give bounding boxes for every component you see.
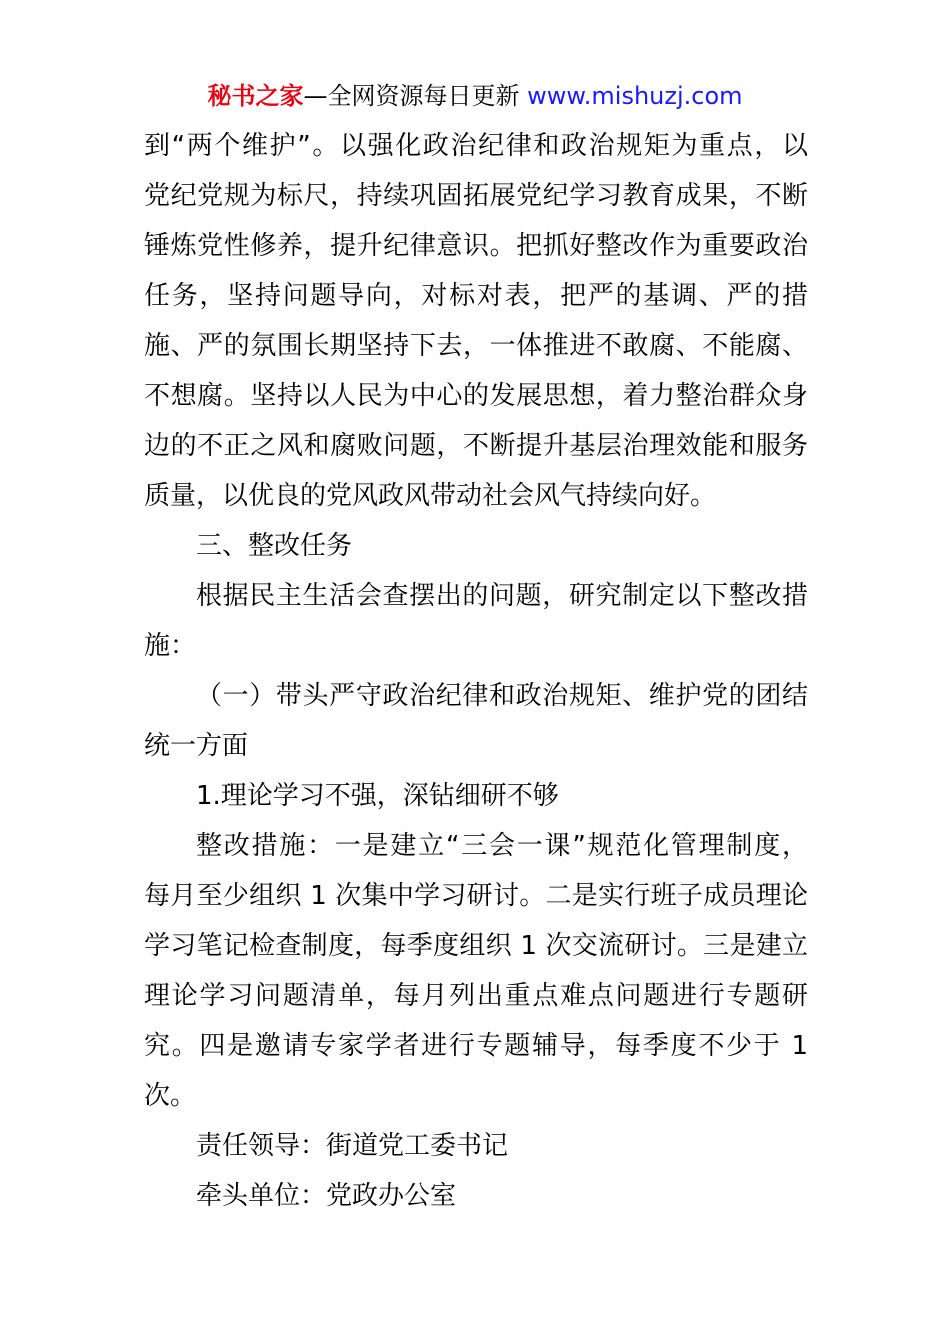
body-line: 质量，以优良的党风政风带动社会风气持续向好。 (144, 481, 717, 511)
lead-unit: 牵头单位：党政办公室 (196, 1181, 457, 1211)
body-line: 学习笔记检查制度，每季度组织 1 次交流研讨。三是建立 (144, 931, 808, 961)
body-line: 施： (144, 631, 197, 661)
item-heading: 1.理论学习不强，深钻细研不够 (196, 781, 559, 811)
body-line: 根据民主生活会查摆出的问题，研究制定以下整改措 (196, 581, 808, 611)
body-line: 边的不正之风和腐败问题，不断提升基层治理效能和服务 (144, 431, 808, 461)
body-line: 次。 (144, 1081, 197, 1111)
body-line: 施、严的氛围长期坚持下去，一体推进不敢腐、不能腐、 (144, 331, 808, 361)
subsection-heading: （一）带头严守政治纪律和政治规矩、维护党的团结 (196, 681, 808, 711)
site-header (0, 80, 950, 112)
body-line: 任务，坚持问题导向，对标对表，把严的基调、严的措 (144, 281, 808, 311)
body-line: 究。四是邀请专家学者进行专题辅导，每季度不少于 1 (144, 1031, 808, 1061)
section-heading: 三、整改任务 (196, 531, 353, 561)
body-line: 整改措施：一是建立“三会一课”规范化管理制度， (196, 831, 808, 861)
subsection-heading-cont: 统一方面 (144, 731, 249, 761)
body-line: 每月至少组织 1 次集中学习研讨。二是实行班子成员理论 (144, 881, 808, 911)
document-body (144, 121, 808, 1221)
responsible-leader: 责任领导：街道党工委书记 (196, 1131, 509, 1161)
body-line: 党纪党规为标尺，持续巩固拓展党纪学习教育成果，不断 (144, 181, 808, 211)
site-tagline: —全网资源每日更新 (303, 82, 520, 110)
body-line: 到“两个维护”。以强化政治纪律和政治规矩为重点，以 (144, 131, 808, 161)
site-brand: 秘书之家 (207, 82, 304, 110)
body-line: 不想腐。坚持以人民为中心的发展思想，着力整治群众身 (144, 381, 808, 411)
body-line: 锤炼党性修养，提升纪律意识。把抓好整改作为重要政治 (144, 231, 808, 261)
body-line: 理论学习问题清单，每月列出重点难点问题进行专题研 (144, 981, 808, 1011)
site-url[interactable]: www.mishuzj.com (527, 82, 743, 110)
